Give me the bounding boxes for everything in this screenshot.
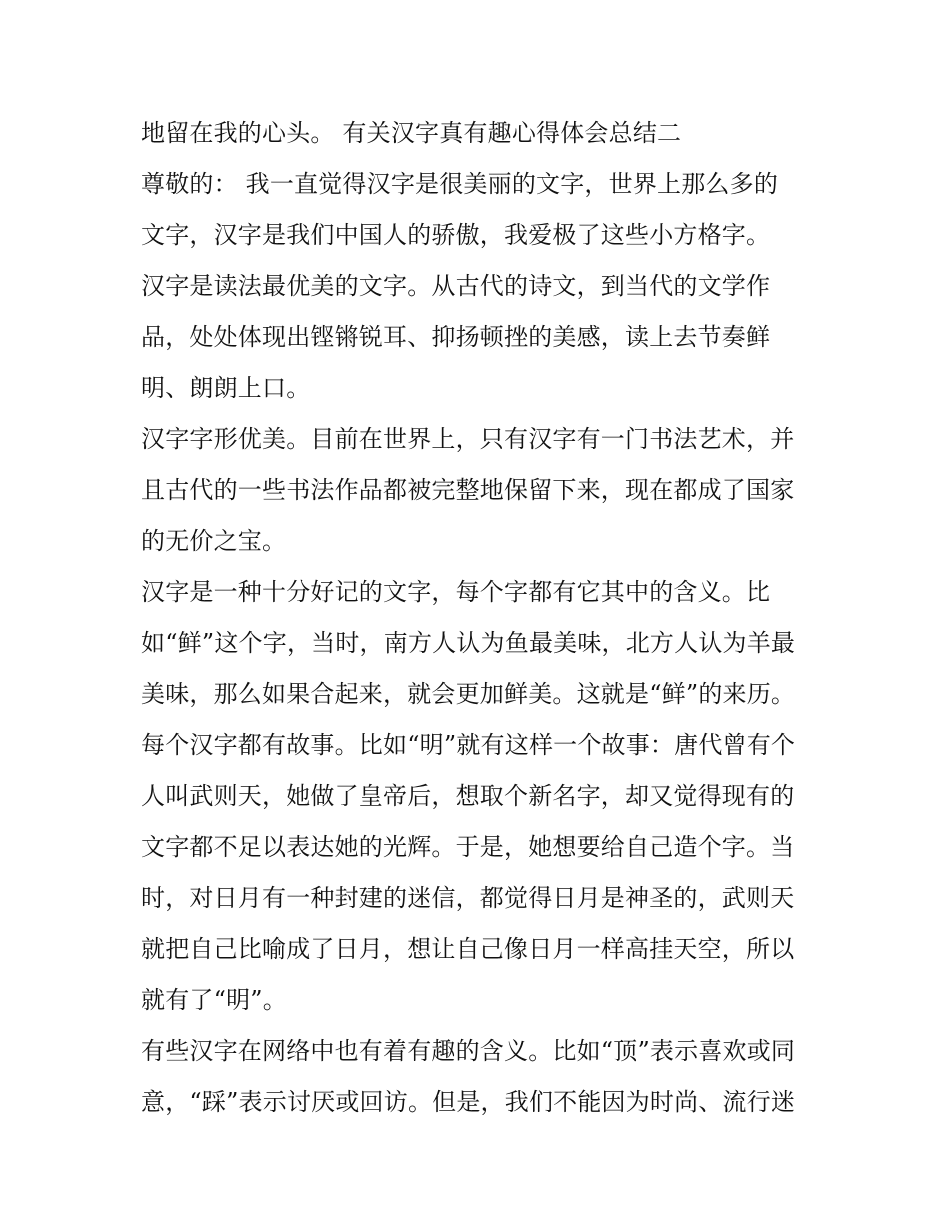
text-line: 文字都不足以表达她的光辉。于是，她想要给自己造个字。当 xyxy=(141,833,795,861)
text-line: 汉字是一种十分好记的文字，每个字都有它其中的含义。比 xyxy=(141,578,771,606)
text-line: 就有了“明”。 xyxy=(141,986,287,1014)
text-line: 的无价之宝。 xyxy=(141,527,287,555)
text-line: 时，对日月有一种封建的迷信，都觉得日月是神圣的，武则天 xyxy=(141,884,795,912)
text-line: 就把自己比喻成了日月，想让自己像日月一样高挂天空，所以 xyxy=(141,935,795,963)
text-line: 且古代的一些书法作品都被完整地保留下来，现在都成了国家 xyxy=(141,476,795,504)
text-line: 人叫武则天，她做了皇帝后，想取个新名字，却又觉得现有的 xyxy=(141,782,795,810)
text-line: 汉字是读法最优美的文字。从古代的诗文，到当代的文学作 xyxy=(141,272,771,300)
text-line: 品，处处体现出铿锵锐耳、抑扬顿挫的美感，读上去节奏鲜 xyxy=(141,323,771,351)
text-line: 每个汉字都有故事。比如“明”就有这样一个故事：唐代曾有个 xyxy=(141,731,796,759)
text-line: 有些汉字在网络中也有着有趣的含义。比如“顶”表示喜欢或同 xyxy=(141,1037,796,1065)
text-line: 美味，那么如果合起来，就会更加鲜美。这就是“鲜”的来历。 xyxy=(141,680,796,708)
text-line: 汉字字形优美。目前在世界上，只有汉字有一门书法艺术，并 xyxy=(141,425,795,453)
text-line: 尊敬的： 我一直觉得汉字是很美丽的文字，世界上那么多的 xyxy=(141,170,779,198)
text-line: 明、朗朗上口。 xyxy=(141,374,311,402)
text-line: 文字，汉字是我们中国人的骄傲，我爱极了这些小方格字。 xyxy=(141,221,771,249)
text-line: 如“鲜”这个字，当时，南方人认为鱼最美味，北方人认为羊最 xyxy=(141,629,796,657)
text-line: 地留在我的心头。 有关汉字真有趣心得体会总结二 xyxy=(141,119,682,147)
document-body xyxy=(141,108,821,1128)
text-line: 意，“踩”表示讨厌或回访。但是，我们不能因为时尚、流行迷 xyxy=(141,1088,796,1116)
